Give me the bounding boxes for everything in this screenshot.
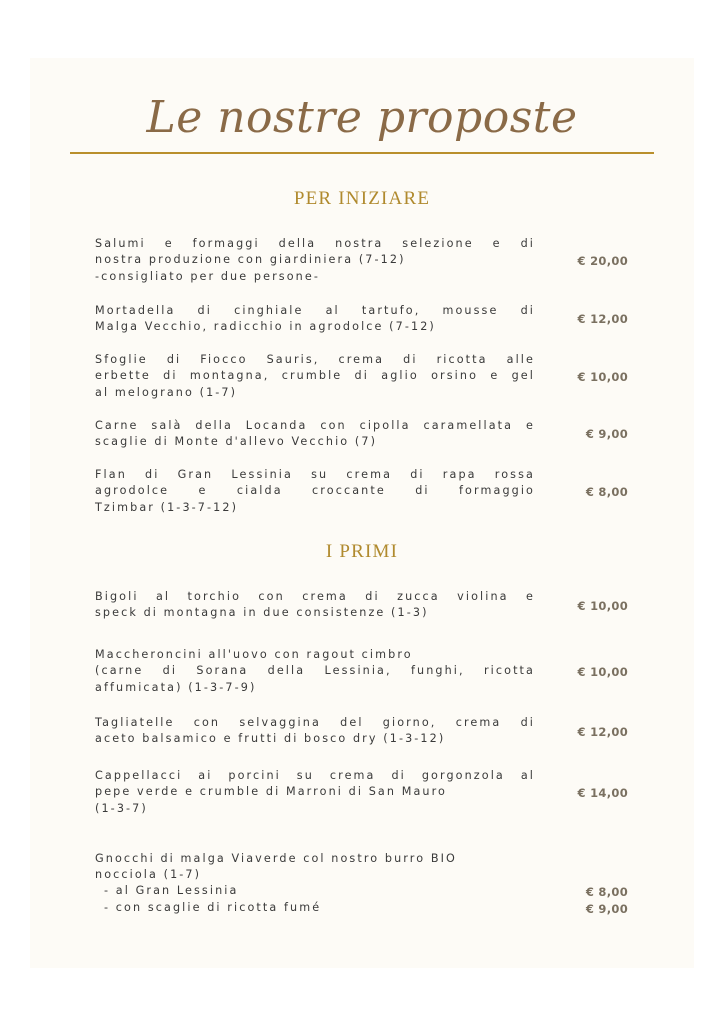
menu-item-price: € 20,00 bbox=[577, 254, 628, 268]
menu-item-description: Bigoli al torchio con crema di zucca violina e speck di montagna in due consistenze (1-3) bbox=[95, 590, 535, 620]
menu-item-description: Carne salà della Locanda con cipolla caramellata e scaglie di Monte d'allevo Vecchio (7) bbox=[95, 419, 535, 449]
page-title: Le nostre proposte bbox=[146, 92, 578, 143]
section-heading-per-iniziare: PER INIZIARE bbox=[293, 188, 431, 209]
menu-item-description: Salumi e formaggi della nostra selezione e di nostra produzione con giardiniera (7-12) -consigliato per due persone- bbox=[95, 237, 535, 283]
menu-item-price: € 10,00 bbox=[577, 665, 628, 679]
menu-item-description: Mortadella di cinghiale al tartufo, mousse di Malga Vecchio, radicchio in agrodolce (7-12) bbox=[95, 304, 535, 334]
menu-item-variant-price: € 9,00 bbox=[585, 902, 628, 916]
section-heading-i-primi: I PRIMI bbox=[325, 541, 399, 562]
menu-item-price: € 12,00 bbox=[577, 312, 628, 326]
menu-item-variant-price: € 8,00 bbox=[585, 885, 628, 899]
menu-item-price: € 10,00 bbox=[577, 370, 628, 384]
menu-item-description: Maccheroncini all'uovo con ragout cimbro (carne di Sorana della Lessinia, funghi, ricotta affumicata) (1-3-7-9) bbox=[95, 648, 535, 694]
menu-item-price: € 12,00 bbox=[577, 725, 628, 739]
menu-item-description: Flan di Gran Lessinia su crema di rapa rossa agrodolce e cialda croccante di formaggio Tzimbar (1-3-7-12) bbox=[95, 468, 535, 514]
menu-item-description: Tagliatelle con selvaggina del giorno, crema di aceto balsamico e frutti di bosco dry (1-3-12) bbox=[95, 716, 535, 746]
menu-item-price: € 9,00 bbox=[585, 427, 628, 441]
menu-item-description: Gnocchi di malga Viaverde col nostro burro BIO nocciola (1-7) bbox=[95, 852, 457, 882]
title-divider bbox=[70, 152, 654, 154]
menu-item-price: € 14,00 bbox=[577, 786, 628, 800]
menu-item-price: € 8,00 bbox=[585, 485, 628, 499]
menu-item-description: Cappellacci ai porcini su crema di gorgonzola al pepe verde e crumble di Marroni di San Mauro (1-3-7) bbox=[95, 769, 535, 815]
menu-item-description: Sfoglie di Fiocco Sauris, crema di ricotta alle erbette di montagna, crumble di aglio orsino e gel al melograno (1-7) bbox=[95, 353, 535, 399]
menu-item-variant: - con scaglie di ricotta fumé bbox=[104, 901, 322, 914]
menu-item-variant: - al Gran Lessinia bbox=[104, 884, 239, 897]
menu-item-price: € 10,00 bbox=[577, 599, 628, 613]
